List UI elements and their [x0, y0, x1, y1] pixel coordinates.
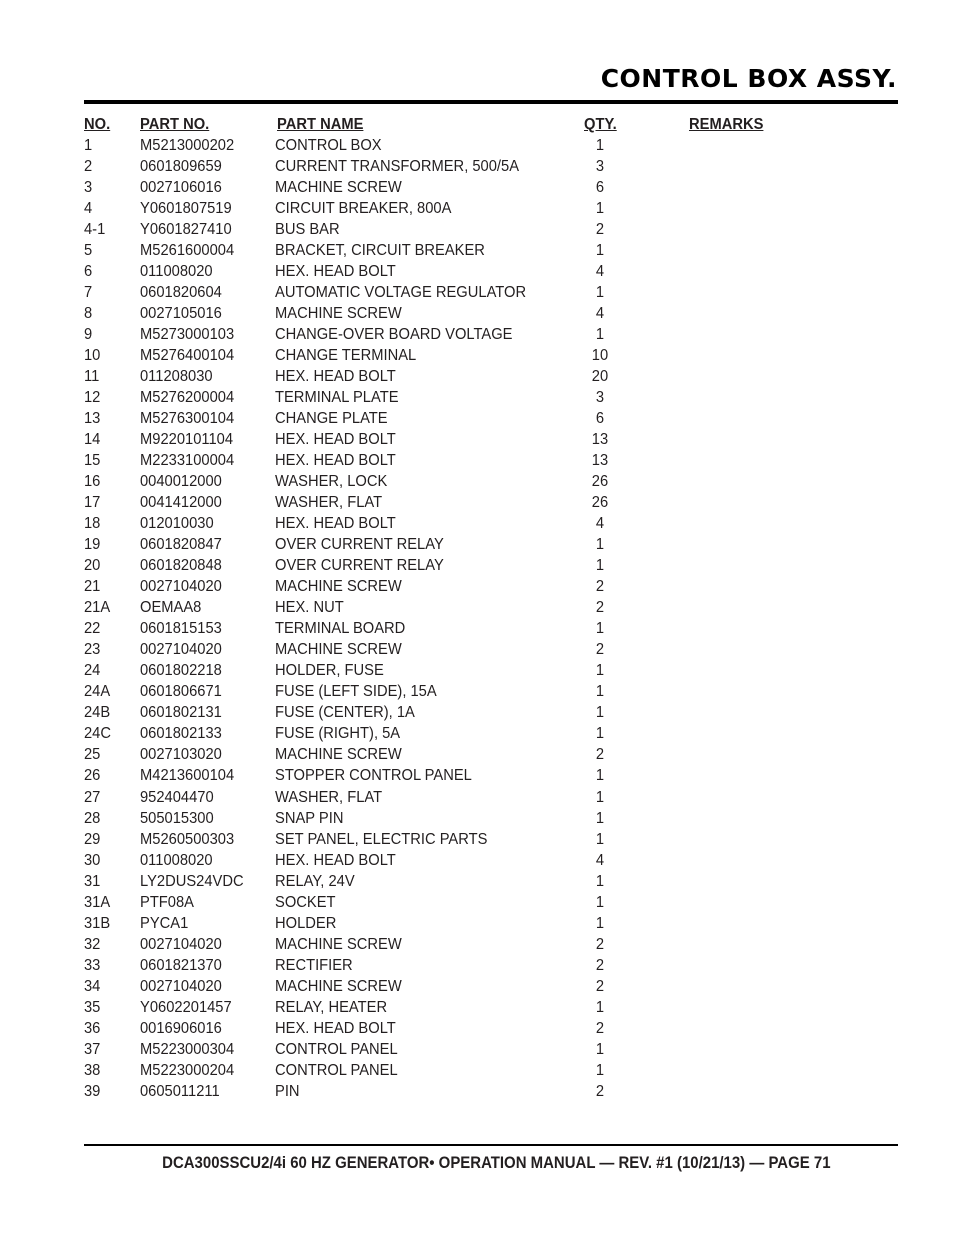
- cell-no: 17: [84, 494, 101, 512]
- cell-part-name: MACHINE SCREW: [275, 179, 402, 197]
- table-row: [84, 829, 804, 850]
- cell-part-name: MACHINE SCREW: [275, 746, 402, 764]
- table-row: [84, 913, 804, 934]
- table-row: [84, 976, 804, 997]
- cell-part-name: MACHINE SCREW: [275, 641, 402, 659]
- cell-no: 4: [84, 200, 93, 218]
- cell-part-name: WASHER, FLAT: [275, 788, 383, 806]
- cell-qty: 1: [595, 200, 605, 218]
- table-row: [84, 366, 804, 387]
- table-row: [84, 892, 804, 913]
- cell-qty: 1: [595, 788, 605, 806]
- table-row: [84, 618, 804, 639]
- cell-part-no: 0040012000: [140, 473, 222, 491]
- table-row: [84, 681, 804, 702]
- cell-qty: 13: [591, 431, 609, 449]
- table-row: [84, 723, 804, 744]
- title-divider: [84, 100, 898, 104]
- cell-part-name: MACHINE SCREW: [275, 977, 402, 995]
- cell-qty: 2: [595, 746, 605, 764]
- cell-part-no: M2233100004: [140, 452, 235, 470]
- table-row: [84, 871, 804, 892]
- table-row: [84, 997, 804, 1018]
- cell-no: 19: [84, 536, 101, 554]
- table-row: [84, 934, 804, 955]
- cell-no: 16: [84, 473, 101, 491]
- cell-part-no: 0027104020: [140, 977, 222, 995]
- table-row: [84, 850, 804, 871]
- cell-part-name: FUSE (LEFT SIDE), 15A: [275, 683, 437, 701]
- table-row: [84, 324, 804, 345]
- table-row: [84, 198, 804, 219]
- cell-no: 5: [84, 242, 93, 260]
- cell-part-name: HEX. HEAD BOLT: [275, 431, 396, 449]
- cell-qty: 1: [595, 1040, 605, 1058]
- table-row: [84, 303, 804, 324]
- header-remarks: REMARKS: [689, 116, 764, 133]
- cell-part-name: STOPPER CONTROL PANEL: [275, 767, 472, 785]
- cell-qty: 4: [595, 305, 605, 323]
- cell-part-name: HOLDER: [275, 914, 337, 932]
- cell-no: 23: [84, 641, 101, 659]
- cell-part-no: PTF08A: [140, 893, 194, 911]
- cell-qty: 3: [595, 389, 605, 407]
- cell-part-no: 012010030: [140, 515, 214, 533]
- cell-part-no: 0016906016: [140, 1019, 222, 1037]
- cell-qty: 1: [595, 620, 605, 638]
- cell-part-name: HOLDER, FUSE: [275, 662, 384, 680]
- table-row: [84, 282, 804, 303]
- table-row: [84, 576, 804, 597]
- cell-part-name: HEX. HEAD BOLT: [275, 851, 396, 869]
- cell-part-no: 0041412000: [140, 494, 222, 512]
- cell-qty: 2: [595, 599, 605, 617]
- cell-no: 4-1: [84, 221, 106, 239]
- cell-qty: 1: [595, 1061, 605, 1079]
- table-row: [84, 1039, 804, 1060]
- cell-part-no: PYCA1: [140, 914, 189, 932]
- cell-no: 13: [84, 410, 101, 428]
- table-row: [84, 135, 804, 156]
- cell-qty: 2: [595, 578, 605, 596]
- cell-part-name: TERMINAL PLATE: [275, 389, 399, 407]
- header-qty: QTY.: [584, 116, 617, 133]
- cell-qty: 1: [595, 872, 605, 890]
- cell-no: 24A: [84, 683, 111, 701]
- cell-no: 31B: [84, 914, 111, 932]
- table-header-row: [84, 114, 804, 135]
- table-row: [84, 639, 804, 660]
- cell-no: 21A: [84, 599, 111, 617]
- cell-qty: 2: [595, 935, 605, 953]
- cell-no: 18: [84, 515, 101, 533]
- cell-no: 14: [84, 431, 101, 449]
- cell-no: 28: [84, 809, 101, 827]
- cell-part-no: M5276200004: [140, 389, 235, 407]
- cell-qty: 10: [591, 347, 609, 365]
- cell-no: 31: [84, 872, 101, 890]
- page-title: CONTROL BOX ASSY.: [600, 64, 897, 93]
- cell-part-no: LY2DUS24VDC: [140, 872, 244, 890]
- footer-divider: [84, 1144, 898, 1146]
- cell-no: 24: [84, 662, 101, 680]
- cell-qty: 1: [595, 725, 605, 743]
- cell-part-name: RELAY, 24V: [275, 872, 355, 890]
- cell-part-name: HEX. HEAD BOLT: [275, 1019, 396, 1037]
- cell-qty: 1: [595, 242, 605, 260]
- cell-part-no: 0601802131: [140, 704, 222, 722]
- table-row: [84, 1081, 804, 1102]
- cell-part-name: HEX. HEAD BOLT: [275, 452, 396, 470]
- table-row: [84, 787, 804, 808]
- cell-part-no: 0027104020: [140, 935, 222, 953]
- cell-qty: 1: [595, 809, 605, 827]
- cell-part-name: SNAP PIN: [275, 809, 344, 827]
- cell-part-no: M5260500303: [140, 830, 235, 848]
- cell-part-no: 0601820847: [140, 536, 222, 554]
- cell-qty: 1: [595, 557, 605, 575]
- cell-qty: 2: [595, 956, 605, 974]
- cell-part-name: CONTROL PANEL: [275, 1040, 398, 1058]
- table-row: [84, 492, 804, 513]
- cell-qty: 6: [595, 179, 605, 197]
- cell-part-no: 0601809659: [140, 158, 222, 176]
- cell-qty: 1: [595, 284, 605, 302]
- cell-part-no: OEMAA8: [140, 599, 202, 617]
- cell-no: 8: [84, 305, 93, 323]
- cell-part-no: 0027104020: [140, 578, 222, 596]
- table-row: [84, 702, 804, 723]
- cell-part-name: CURRENT TRANSFORMER, 500/5A: [275, 158, 520, 176]
- table-row: [84, 1060, 804, 1081]
- cell-part-name: CHANGE-OVER BOARD VOLTAGE: [275, 326, 513, 344]
- cell-no: 32: [84, 935, 101, 953]
- cell-qty: 1: [595, 326, 605, 344]
- cell-no: 9: [84, 326, 93, 344]
- cell-part-no: 0601806671: [140, 683, 222, 701]
- cell-part-no: 952404470: [140, 788, 214, 806]
- cell-qty: 1: [595, 536, 605, 554]
- cell-part-no: 0027104020: [140, 641, 222, 659]
- cell-no: 27: [84, 788, 101, 806]
- cell-part-name: RELAY, HEATER: [275, 998, 388, 1016]
- cell-part-name: RECTIFIER: [275, 956, 353, 974]
- cell-no: 34: [84, 977, 101, 995]
- cell-qty: 2: [595, 221, 605, 239]
- cell-part-name: SET PANEL, ELECTRIC PARTS: [275, 830, 488, 848]
- cell-part-name: HEX. NUT: [275, 599, 344, 617]
- header-part-name: PART NAME: [277, 116, 364, 133]
- cell-part-no: M5276400104: [140, 347, 235, 365]
- cell-qty: 2: [595, 1019, 605, 1037]
- cell-qty: 4: [595, 851, 605, 869]
- cell-no: 21: [84, 578, 101, 596]
- cell-no: 15: [84, 452, 101, 470]
- table-row: [84, 955, 804, 976]
- cell-part-name: WASHER, LOCK: [275, 473, 388, 491]
- cell-part-no: 0605011211: [140, 1082, 220, 1100]
- table-row: [84, 808, 804, 829]
- cell-part-no: M5213000202: [140, 137, 235, 155]
- table-row: [84, 597, 804, 618]
- table-row: [84, 450, 804, 471]
- cell-part-no: M4213600104: [140, 767, 235, 785]
- cell-part-name: FUSE (RIGHT), 5A: [275, 725, 401, 743]
- cell-part-name: MACHINE SCREW: [275, 305, 402, 323]
- cell-qty: 1: [595, 683, 605, 701]
- table-row: [84, 744, 804, 765]
- cell-part-no: M9220101104: [140, 431, 234, 449]
- cell-qty: 13: [591, 452, 609, 470]
- cell-no: 24B: [84, 704, 111, 722]
- cell-no: 38: [84, 1061, 101, 1079]
- cell-no: 10: [84, 347, 101, 365]
- cell-no: 6: [84, 263, 93, 281]
- cell-no: 1: [84, 137, 93, 155]
- cell-qty: 1: [595, 767, 605, 785]
- cell-qty: 20: [591, 368, 609, 386]
- table-row: [84, 345, 804, 366]
- cell-part-no: M5261600004: [140, 242, 235, 260]
- cell-qty: 4: [595, 515, 605, 533]
- header-part-no: PART NO.: [140, 116, 210, 133]
- cell-qty: 1: [595, 830, 605, 848]
- cell-part-no: M5223000304: [140, 1040, 235, 1058]
- cell-qty: 1: [595, 704, 605, 722]
- cell-part-no: 0601802133: [140, 725, 222, 743]
- cell-part-name: TERMINAL BOARD: [275, 620, 406, 638]
- cell-part-name: CHANGE PLATE: [275, 410, 388, 428]
- cell-no: 22: [84, 620, 101, 638]
- table-row: [84, 471, 804, 492]
- table-row: [84, 555, 804, 576]
- parts-table: [84, 114, 804, 1102]
- cell-qty: 4: [595, 263, 605, 281]
- cell-qty: 1: [595, 662, 605, 680]
- cell-no: 7: [84, 284, 93, 302]
- cell-part-name: HEX. HEAD BOLT: [275, 368, 396, 386]
- cell-part-no: 011008020: [140, 851, 213, 869]
- cell-qty: 6: [595, 410, 605, 428]
- table-row: [84, 261, 804, 282]
- cell-part-name: MACHINE SCREW: [275, 578, 402, 596]
- cell-part-no: 0601820604: [140, 284, 222, 302]
- page-footer: DCA300SSCU2/4i 60 HZ GENERATOR• OPERATION MANUAL — REV. #1 (10/21/13) — PAGE 71: [162, 1153, 831, 1172]
- cell-qty: 3: [595, 158, 605, 176]
- cell-qty: 1: [595, 914, 605, 932]
- cell-no: 35: [84, 998, 101, 1016]
- cell-no: 2: [84, 158, 93, 176]
- table-row: [84, 240, 804, 261]
- cell-part-name: SOCKET: [275, 893, 336, 911]
- cell-no: 24C: [84, 725, 112, 743]
- cell-part-name: CIRCUIT BREAKER, 800A: [275, 200, 452, 218]
- cell-part-no: 505015300: [140, 809, 214, 827]
- cell-no: 26: [84, 767, 101, 785]
- table-row: [84, 429, 804, 450]
- cell-no: 25: [84, 746, 101, 764]
- cell-no: 30: [84, 851, 101, 869]
- cell-part-no: M5223000204: [140, 1061, 235, 1079]
- cell-no: 12: [84, 389, 101, 407]
- table-row: [84, 534, 804, 555]
- cell-no: 20: [84, 557, 101, 575]
- table-row: [84, 219, 804, 240]
- cell-qty: 26: [591, 494, 609, 512]
- cell-part-no: 011008020: [140, 263, 213, 281]
- cell-part-name: CONTROL BOX: [275, 137, 382, 155]
- cell-part-name: PIN: [275, 1082, 300, 1100]
- cell-part-name: BRACKET, CIRCUIT BREAKER: [275, 242, 485, 260]
- cell-part-no: Y0601807519: [140, 200, 232, 218]
- cell-no: 11: [84, 368, 100, 386]
- cell-part-name: BUS BAR: [275, 221, 340, 239]
- cell-no: 31A: [84, 893, 111, 911]
- cell-part-no: 0601821370: [140, 956, 222, 974]
- cell-qty: 2: [595, 1082, 605, 1100]
- cell-part-name: OVER CURRENT RELAY: [275, 536, 444, 554]
- table-row: [84, 765, 804, 786]
- table-row: [84, 513, 804, 534]
- cell-qty: 1: [595, 137, 605, 155]
- cell-part-name: HEX. HEAD BOLT: [275, 515, 396, 533]
- cell-part-name: FUSE (CENTER), 1A: [275, 704, 415, 722]
- cell-no: 36: [84, 1019, 101, 1037]
- cell-no: 29: [84, 830, 101, 848]
- table-row: [84, 408, 804, 429]
- cell-part-name: AUTOMATIC VOLTAGE REGULATOR: [275, 284, 527, 302]
- cell-qty: 1: [595, 998, 605, 1016]
- cell-part-no: 0601815153: [140, 620, 222, 638]
- cell-no: 33: [84, 956, 101, 974]
- cell-part-no: 011208030: [140, 368, 213, 386]
- cell-part-name: OVER CURRENT RELAY: [275, 557, 444, 575]
- cell-part-name: CONTROL PANEL: [275, 1061, 398, 1079]
- table-row: [84, 156, 804, 177]
- table-row: [84, 660, 804, 681]
- cell-part-name: HEX. HEAD BOLT: [275, 263, 396, 281]
- table-row: [84, 177, 804, 198]
- cell-qty: 1: [595, 893, 605, 911]
- header-no: NO.: [84, 116, 111, 133]
- cell-no: 3: [84, 179, 93, 197]
- table-body: [84, 135, 804, 1102]
- table-row: [84, 1018, 804, 1039]
- cell-qty: 26: [591, 473, 609, 491]
- cell-qty: 2: [595, 977, 605, 995]
- cell-part-no: 0027106016: [140, 179, 222, 197]
- cell-qty: 2: [595, 641, 605, 659]
- table-row: [84, 387, 804, 408]
- cell-part-no: 0027105016: [140, 305, 222, 323]
- cell-part-no: M5276300104: [140, 410, 235, 428]
- cell-part-no: Y0602201457: [140, 998, 232, 1016]
- cell-part-no: M5273000103: [140, 326, 235, 344]
- cell-part-no: 0601820848: [140, 557, 222, 575]
- cell-no: 37: [84, 1040, 101, 1058]
- cell-part-name: WASHER, FLAT: [275, 494, 383, 512]
- cell-part-no: Y0601827410: [140, 221, 232, 239]
- cell-part-name: CHANGE TERMINAL: [275, 347, 417, 365]
- cell-part-no: 0601802218: [140, 662, 222, 680]
- cell-part-no: 0027103020: [140, 746, 222, 764]
- cell-no: 39: [84, 1082, 101, 1100]
- cell-part-name: MACHINE SCREW: [275, 935, 402, 953]
